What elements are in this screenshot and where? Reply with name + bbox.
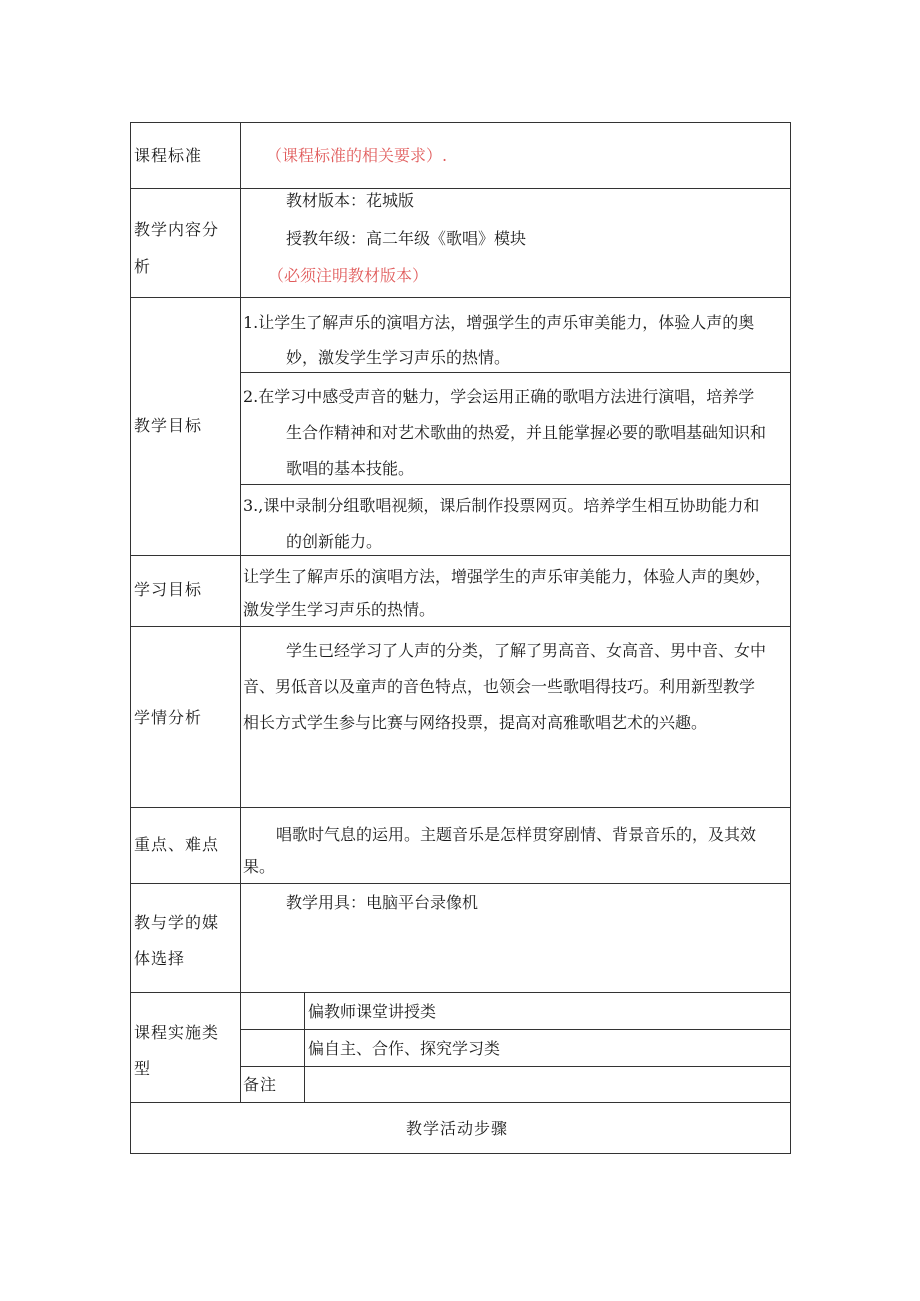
course-type-label-line1: 课程实施类 xyxy=(134,1023,220,1042)
learner-analysis-line-3: 相长方式学生参与比赛与网络投票，提高对高雅歌唱艺术的兴趣。 xyxy=(243,713,708,732)
course-type-option-teacher-lecture: 偏教师课堂讲授类 xyxy=(308,1002,437,1021)
course-type-row-divider xyxy=(240,1066,791,1067)
key-points-label: 重点、难点 xyxy=(134,835,220,854)
learning-goals-label: 学习目标 xyxy=(134,580,203,599)
content-analysis-label-line2: 析 xyxy=(134,257,152,276)
curriculum-standard-label: 课程标准 xyxy=(134,146,203,165)
activity-steps-heading: 教学活动步骤 xyxy=(406,1119,509,1138)
row-divider xyxy=(130,626,791,627)
key-points-line-2: 果。 xyxy=(243,857,276,876)
learner-analysis-label: 学情分析 xyxy=(134,708,203,727)
textbook-edition: 教材版本：花城版 xyxy=(286,191,415,210)
course-type-label-line2: 型 xyxy=(134,1059,152,1078)
course-type-divider xyxy=(304,992,305,1102)
teaching-grade: 授教年级：高二年级《歌唱》模块 xyxy=(286,229,527,248)
goal-3-line-2: 的创新能力。 xyxy=(286,532,383,551)
table-border-top xyxy=(130,122,791,123)
row-divider xyxy=(130,992,791,993)
goal-2-line-1: 2.在学习中感受声音的魅力，学会运用正确的歌唱方法进行演唱，培养学 xyxy=(243,387,755,406)
learner-analysis-line-1: 学生已经学习了人声的分类，了解了男高音、女高音、男中音、女中 xyxy=(286,641,767,660)
course-type-row-divider xyxy=(240,1029,791,1030)
course-type-check-cell-2[interactable] xyxy=(244,1038,302,1058)
goal-1-line-2: 妙，激发学生学习声乐的热情。 xyxy=(286,348,511,367)
remark-field[interactable] xyxy=(308,1074,786,1096)
row-divider xyxy=(130,883,791,884)
content-analysis-label-line1: 教学内容分 xyxy=(134,220,220,239)
column-divider xyxy=(240,122,241,1102)
table-border-right xyxy=(790,122,791,1154)
learner-analysis-line-2: 音、男低音以及童声的音色特点，也领会一些歌唱得技巧。利用新型教学 xyxy=(243,677,756,696)
row-divider xyxy=(130,188,791,189)
row-divider xyxy=(130,1102,791,1103)
row-divider xyxy=(130,297,791,298)
course-type-option-self-study: 偏自主、合作、探究学习类 xyxy=(308,1039,501,1058)
row-divider xyxy=(130,555,791,556)
teaching-goals-label: 教学目标 xyxy=(134,416,203,435)
key-points-line-1: 唱歌时气息的运用。主题音乐是怎样贯穿剧情、背景音乐的，及其效 xyxy=(276,825,757,844)
learning-goals-line-2: 激发学生学习声乐的热情。 xyxy=(243,600,436,619)
learning-goals-line-1: 让学生了解声乐的演唱方法，增强学生的声乐审美能力，体验人声的奥妙， xyxy=(243,567,772,586)
media-label-line1: 教与学的媒 xyxy=(134,913,220,932)
goal-divider xyxy=(240,484,791,485)
media-label-line2: 体选择 xyxy=(134,949,186,968)
teaching-tools: 教学用具：电脑平台录像机 xyxy=(286,893,479,912)
table-border-bottom xyxy=(130,1153,791,1154)
table-border-left xyxy=(130,122,131,1154)
edition-note: （必须注明教材版本） xyxy=(268,266,429,285)
goal-2-line-2: 生合作精神和对艺术歌曲的热爱，并且能掌握必要的歌唱基础知识和 xyxy=(286,423,767,442)
goal-2-line-3: 歌唱的基本技能。 xyxy=(286,459,415,478)
row-divider xyxy=(130,807,791,808)
goal-3-line-1: 3.,课中录制分组歌唱视频，课后制作投票网页。培养学生相互协助能力和 xyxy=(243,496,760,515)
curriculum-standard-note: （课程标准的相关要求）. xyxy=(266,146,448,165)
goal-1-line-1: 1.让学生了解声乐的演唱方法，增强学生的声乐审美能力，体验人声的奥 xyxy=(243,313,755,332)
remark-label: 备注 xyxy=(243,1075,278,1094)
course-type-check-cell-1[interactable] xyxy=(244,1001,302,1021)
goal-divider xyxy=(240,372,791,373)
